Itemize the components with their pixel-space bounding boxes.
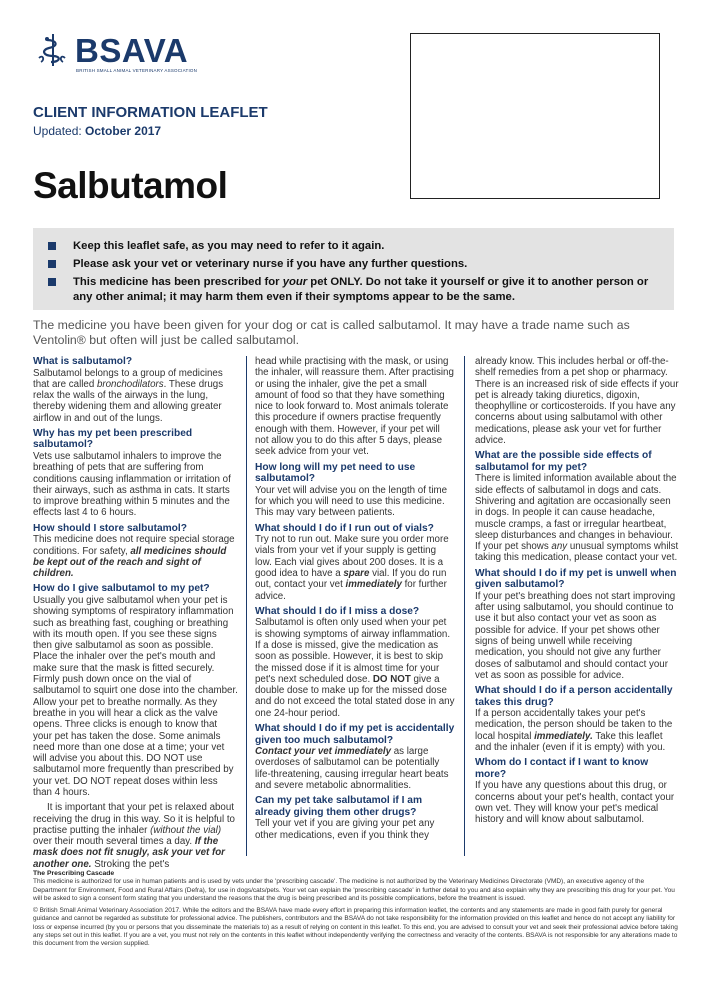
section-text: It is important that your pet is relaxed about receiving the drug in this way. So it is helpful to practise putting the inhaler (without the vial) over their mouth several times a day. If the mask does not fit snugly, ask your vet for another one. Stroking the pet's	[33, 802, 235, 870]
section-heading: What are the possible side effects of salbutamol for my pet?	[475, 450, 652, 473]
section-text: Tell your vet if you are giving your pet any other medications, even if you think they	[255, 818, 435, 841]
staff-of-asclepius-icon	[35, 32, 71, 68]
prescription-label-box	[410, 33, 660, 199]
footer-copyright-text: © British Small Animal Veterinary Association 2017. While the editors and the BSAVA have made every effort in preparing this information leaflet, the contents and any statements are made in good faith purely for general guidance and cannot be regarded as substitute for professional advice. The publishers, contributors and the BSAVA do not take responsibility for the information provided on this leaflet and hence do not accept any liability for loss or expense incurred (by you or persons that you disseminate the materials to) as a result of relying on content in this leaflet. To this end, you are advised to consult your vet and seek their professional advice before taking any steps set out in this leaflet. If you are a vet, you must not rely on the contents in this leaflet without independently verifying the correctness and veracity of the contents. BSAVA is not responsible for any alterations made to this document from the version supplied.	[33, 907, 678, 948]
section-text: This medicine does not require special storage conditions. For safety, all medicines should be kept out of the reach and sight of children.	[33, 534, 235, 580]
logo-text: BSAVA	[75, 31, 189, 69]
section-text: Contact your vet immediately as large overdoses of salbutamol can be potentially life-threatening, causing irregular heart beats and severe metabolic abnormalities.	[255, 746, 449, 791]
column-1	[33, 356, 238, 874]
column-3	[475, 356, 680, 830]
section-text: Salbutamol is often only used when your pet is showing symptoms of airway inflammation. If a dose is missed, give the medication as soon as possible. However, it is best to skip the missed dose if it is almost time for your pet's next scheduled dose. DO NOT give a double dose to make up for the missed dose and do not exceed the total stated dose in any one 24-hour period.	[255, 617, 455, 719]
section-heading: How should I store salbutamol?	[33, 522, 187, 534]
section-text: There is limited information available about the side effects of salbutamol in dogs and cats. Shivering and agitation are occasionally seen in dogs. In people it can cause headache, muscle cramps, a fast or irregular heartbeat, sleep disturbances and changes in behaviour. If your pet shows any unusual symptoms whilst taking this medication, please contact your vet.	[475, 473, 679, 564]
footer-heading: The Prescribing Cascade	[33, 870, 115, 877]
section-heading: What should I do if my pet is unwell when given salbutamol?	[475, 567, 677, 591]
section-heading: What should I do if I miss a dose?	[255, 605, 420, 617]
footer-cascade-text: This medicine is authorized for use in human patients and is used by vets under the 'prescribing cascade'. The medicine is not authorized by the Veterinary Medicines Directorate (VMD), an executive agency of the Department for Environment, Food and Rural Affairs (Defra), for use in dogs/cats/pets. Your vet can explain the 'prescribing cascade' in further detail to you and also explain why they are prescribing this drug for your pet. You will be asked to sign a consent form stating that you understand the reasons that the drug is being prescribed and its possible complications, before the treatment is issued.	[33, 878, 675, 902]
warning-item: This medicine has been prescribed for your pet ONLY. Do not take it yourself or give it to another person or any other animal; it may harm them even if their symptoms appear to be the same.	[73, 275, 663, 305]
bullet-square-icon	[48, 242, 56, 250]
warning-item: Keep this leaflet safe, as you may need to refer to it again.	[73, 239, 384, 254]
updated-line	[33, 124, 161, 138]
section-text: already know. This includes herbal or off-the-shelf remedies from a pet shop or pharmacy. There is an increased risk of side effects if your pet is already taking diuretics, digoxin, theophylline or corticosteroids. If you have any concerns about using salbutamol with other medications, please ask your vet for further advice.	[475, 356, 679, 447]
footer	[33, 870, 678, 953]
section-heading: Why has my pet been prescribed salbutamol?	[33, 427, 193, 451]
page-title: Salbutamol	[33, 165, 228, 206]
warning-item: Please ask your vet or veterinary nurse if you have any further questions.	[73, 257, 467, 272]
column-2	[255, 356, 455, 845]
updated-label: Updated:	[33, 124, 82, 138]
section-heading: How do I give salbutamol to my pet?	[33, 583, 210, 595]
section-text: Vets use salbutamol inhalers to improve the breathing of pets that are suffering from conditions causing inflammation or irritation of their airways, such as asthma in cats. It starts to improve breathing within 5 minutes and the effects last 4 to 6 hours.	[33, 450, 231, 519]
updated-date: October 2017	[85, 124, 162, 138]
section-text: Your vet will advise you on the length of time for which you will need to use this medicine. This may vary between patients.	[255, 484, 448, 519]
section-heading: What is salbutamol?	[33, 356, 133, 367]
leaflet-title: CLIENT INFORMATION LEAFLET	[33, 104, 268, 121]
logo-subtitle: BRITISH SMALL ANIMAL VETERINARY ASSOCIATION	[76, 68, 198, 73]
section-text: Usually you give salbutamol when your pet is showing symptoms of respiratory inflammation such as breathing fast, coughing or breathing with its mouth open. If you see these signs then give salbutamol as soon as possible. Place the inhaler over the pet's mouth and make sure that the mask is fitted securely. Firmly push down once on the vial of salbutamol to squirt one dose into the chamber. Allow your pet to breathe normally. As they breathe in you will hear a click as the valve opens. Three clicks is enough to know that your pet has taken the dose. Some animals need more than one dose at a time; your vet will advise you about this. DO NOT use salbutamol more frequently than prescribed by your vet. DO NOT repeat doses within less than 4 hours.	[33, 594, 238, 798]
section-text: If you have any questions about this drug, or concerns about your pet's health, contact your own vet. They will know your pet's medical history and will know about salbutamol.	[475, 780, 675, 826]
section-heading: Can my pet take salbutamol if I am already giving them other drugs?	[255, 795, 423, 818]
column-divider	[464, 356, 465, 856]
section-text: Try not to run out. Make sure you order more vials from your vet if your supply is getting low. Each vial gives about 200 doses. It is a good idea to have a spare vial. If you do run out, contact your vet immediately for further advice.	[255, 534, 449, 602]
bullet-square-icon	[48, 278, 56, 286]
section-heading: What should I do if my pet is accidentally given too much salbutamol?	[255, 723, 455, 746]
column-divider	[246, 356, 247, 856]
section-text: Salbutamol belongs to a group of medicines that are called bronchodilators. These drugs relax the walls of the airways in the lung, thereby widening them and allowing greater airflow in and out of the lungs.	[33, 367, 224, 424]
section-heading: Whom do I contact if I want to know more?	[475, 757, 649, 780]
section-text: head while practising with the mask, or using the inhaler, will reassure them. After practising or using the inhaler, give the pet a small amount of food so that they have something nice to look forward to. Most animals tolerate this procedure if owners practise frequently enough with them. However, if your pet will not allow you to do this after 5 days, please seek advice from your vet.	[255, 356, 454, 458]
bsava-logo	[35, 32, 188, 68]
section-text: If a person accidentally takes your pet's medication, the person should be taken to the local hospital immediately. Take this leaflet and the inhaler (even if it is empty) with you.	[475, 708, 673, 754]
intro-text: The medicine you have been given for your dog or cat is called salbutamol. It may have a trade name such as Ventolin® but often will just be called salbutamol.	[33, 318, 630, 347]
warning-box	[33, 228, 674, 310]
section-heading: How long will my pet need to use salbutamol?	[255, 461, 416, 485]
section-heading: What should I do if a person accidentally takes this drug?	[475, 685, 673, 708]
section-text: If your pet's breathing does not start improving after using salbutamol, you should continue to use it but also contact your vet as soon as possible for advice. If your pet shows other signs of being unwell while receiving medication, you should not give any further doses of salbutamol and should contact your vet as soon as possible for advice.	[475, 590, 676, 681]
bullet-square-icon	[48, 260, 56, 268]
section-heading: What should I do if I run out of vials?	[255, 522, 434, 534]
